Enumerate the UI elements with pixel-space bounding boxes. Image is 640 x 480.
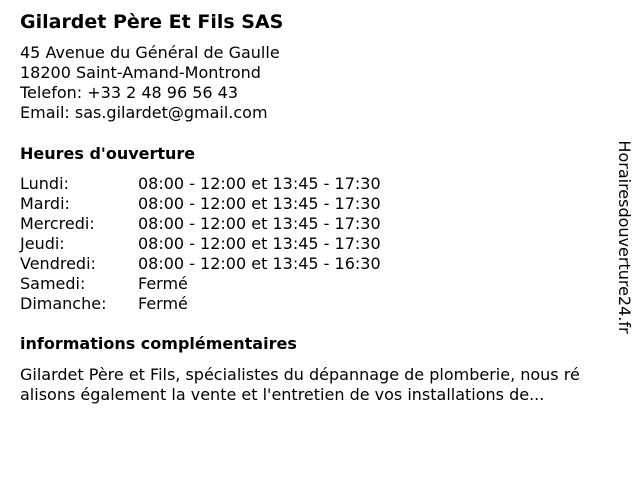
- hours-time: 08:00 - 12:00 et 13:45 - 17:30: [138, 214, 381, 233]
- hours-time: Fermé: [138, 294, 188, 313]
- hours-day: Mercredi:: [20, 214, 95, 233]
- email-line: Email: sas.gilardet@gmail.com: [20, 103, 268, 122]
- hours-day: Jeudi:: [20, 234, 65, 253]
- address-city: 18200 Saint-Amand-Montrond: [20, 63, 261, 82]
- hours-day: Mardi:: [20, 194, 70, 213]
- hours-day: Dimanche:: [20, 294, 107, 313]
- description-line: alisons également la vente et l'entretien de vos installations de...: [20, 385, 545, 404]
- hours-day: Vendredi:: [20, 254, 96, 273]
- hours-time: 08:00 - 12:00 et 13:45 - 17:30: [138, 234, 381, 253]
- hours-day: Lundi:: [20, 174, 69, 193]
- hours-time: 08:00 - 12:00 et 13:45 - 17:30: [138, 174, 381, 193]
- hours-time: 08:00 - 12:00 et 13:45 - 17:30: [138, 194, 381, 213]
- business-description: [20, 365, 632, 405]
- additional-info-heading: informations complémentaires: [20, 334, 297, 353]
- site-watermark: Horairesdouverture24.fr: [615, 140, 634, 334]
- hours-time: 08:00 - 12:00 et 13:45 - 16:30: [138, 254, 381, 273]
- hours-time: Fermé: [138, 274, 188, 293]
- contact-block: [20, 43, 280, 123]
- business-name: Gilardet Père Et Fils SAS: [20, 11, 284, 33]
- opening-hours-heading: Heures d'ouverture: [20, 144, 196, 163]
- hours-day: Samedi:: [20, 274, 86, 293]
- phone-line: Telefon: +33 2 48 96 56 43: [20, 83, 239, 102]
- description-line: Gilardet Père et Fils, spécialistes du dépannage de plomberie, nous ré: [20, 365, 580, 384]
- address-street: 45 Avenue du Général de Gaulle: [20, 43, 280, 62]
